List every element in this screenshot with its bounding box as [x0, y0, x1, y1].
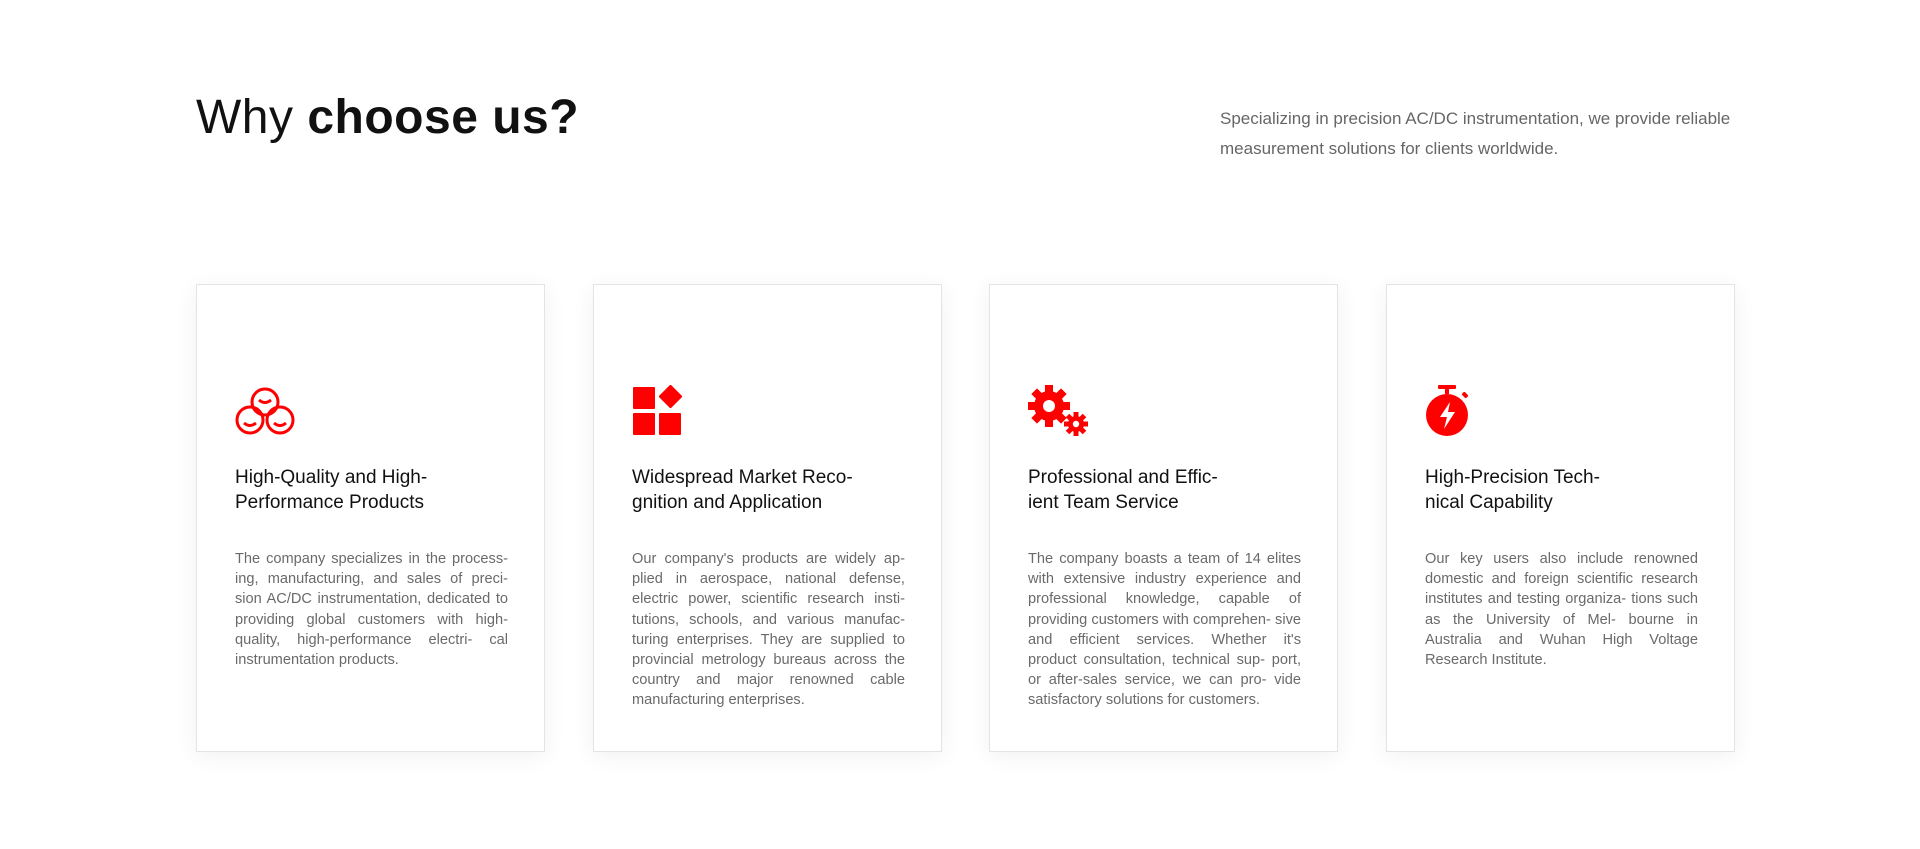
feature-cards: [196, 284, 1737, 752]
section-title-bold: choose us?: [307, 91, 580, 144]
card-title: [235, 465, 475, 515]
feature-card-market: [593, 284, 942, 752]
section-title-light: Why: [196, 91, 294, 144]
card-text: Our company's products are widely ap- plied in aerospace, national defense, electric power, scientific research insti- tutions, schools, and various manufac- turing enterprises. They are supplied to provincial metrology bureaus across the country and major renowned cable manufacturing enterprises.: [632, 551, 905, 709]
card-text: Our key users also include renowned domestic and foreign scientific research institutes and testing organiza- tions such as the University of Mel- bourne in Australia and Wuhan High Voltage Research Institute.: [1425, 551, 1698, 669]
card-title-line-2: nical Capability: [1425, 492, 1553, 513]
gears-icon: [1028, 385, 1090, 437]
card-text: The company specializes in the process- ing, manufacturing, and sales of preci- sion AC/DC instrumentation, dedicated to providing global customers with high-quality, high-performance electri- cal instrumentation products.: [235, 551, 508, 669]
feature-card-precision: [1386, 284, 1735, 752]
section-title: [196, 88, 579, 148]
card-title: [632, 465, 872, 515]
card-title-line-2: gnition and Application: [632, 492, 823, 513]
feature-card-quality: [196, 284, 545, 752]
card-title-line-2: ient Team Service: [1028, 492, 1179, 513]
card-title: [1425, 465, 1665, 515]
section-intro: Specializing in precision AC/DC instrumentation, we provide reliable measurement solutions for clients worldwide.: [1220, 109, 1731, 158]
three-circles-icon: [235, 385, 297, 437]
card-title-line-1: Widespread Market Reco-: [632, 467, 853, 488]
card-title-line-1: High-Quality and High-: [235, 467, 428, 488]
card-title-line-1: Professional and Effic-: [1028, 467, 1218, 488]
section-header: [196, 88, 1733, 178]
stopwatch-lightning-icon: [1425, 385, 1487, 437]
feature-card-team: [989, 284, 1338, 752]
apps-grid-icon: [632, 385, 694, 437]
card-title-line-2: Performance Products: [235, 492, 425, 513]
card-title: [1028, 465, 1268, 515]
card-text: The company boasts a team of 14 elites with extensive industry experience and professional knowledge, capable of providing customers with comprehen- sive and efficient services. Whether it's product consultation, technical sup- port, or after-sales service, we can pro- vide satisfactory solutions for customers.: [1028, 551, 1301, 709]
card-title-line-1: High-Precision Tech-: [1425, 467, 1600, 488]
